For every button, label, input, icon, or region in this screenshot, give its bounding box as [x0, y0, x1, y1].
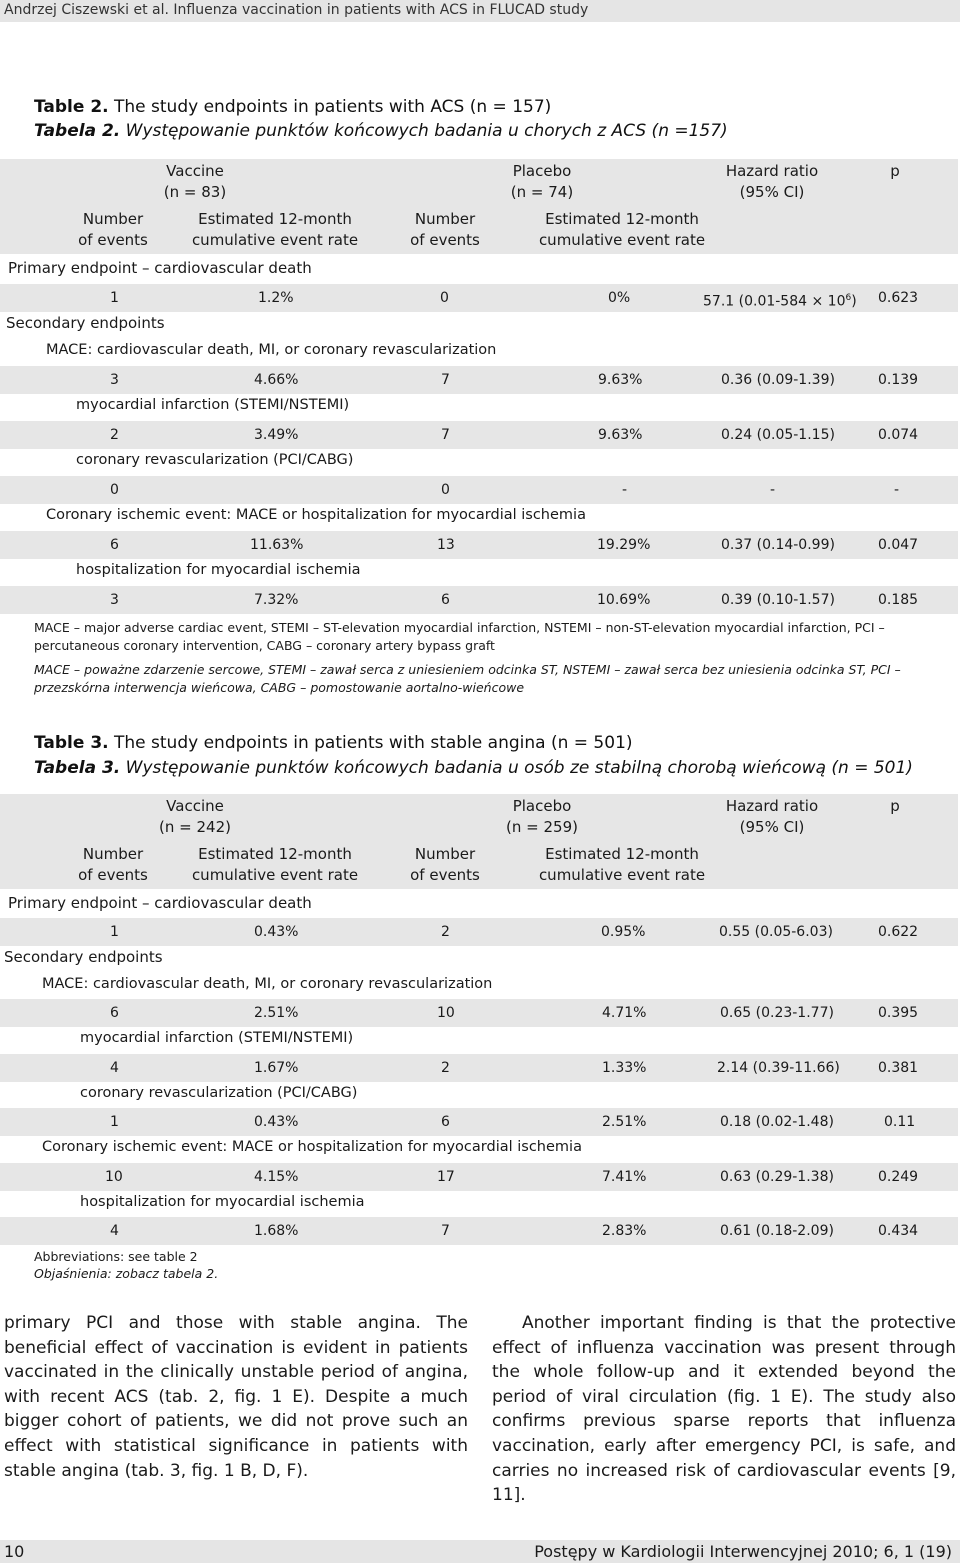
- hazard-ratio-header: Hazard ratio (95% CI): [725, 162, 819, 201]
- table-row: 4 1.67% 2 1.33% 2.14 (0.39-11.66) 0.381: [0, 1054, 958, 1082]
- secondary-endpoints-label: Secondary endpoints: [6, 314, 165, 332]
- placebo-rate-header: Estimated 12-month cumulative event rate: [538, 210, 706, 249]
- running-title: Andrzej Ciszewski et al. Influenza vaccination in patients with ACS in FLUCAD study: [4, 2, 589, 18]
- endpoint-label: coronary revascularization (PCI/CABG): [76, 452, 354, 468]
- primary-endpoint-label: Primary endpoint – cardiovascular death: [8, 259, 312, 277]
- endpoint-label: myocardial infarction (STEMI/NSTEMI): [80, 1030, 354, 1046]
- table3-header: [0, 794, 958, 889]
- secondary-endpoints-label: Secondary endpoints: [4, 948, 163, 966]
- table3-caption-pl: Tabela 3. Występowanie punktów końcowych badania u osób ze stabilną chorobą wieńcową (n = 501): [34, 758, 913, 778]
- table-row: 6 11.63% 13 19.29% 0.37 (0.14-0.99) 0.047: [0, 531, 958, 559]
- table3-abbreviations-pl: Objaśnienia: zobacz tabela 2.: [34, 1266, 219, 1281]
- table-row: 4 1.68% 7 2.83% 0.61 (0.18-2.09) 0.434: [0, 1217, 958, 1245]
- running-header: [0, 0, 960, 22]
- p-header: p: [890, 797, 900, 815]
- endpoint-label: MACE: cardiovascular death, MI, or coronary revascularization: [42, 976, 493, 992]
- vaccine-number-header: Number of events: [78, 845, 148, 884]
- body-column-right: Another important finding is that the protective effect of influenza vaccination was present through the whole follow-up and it extended beyond the period of viral circulation (fig. 1 E). The study also confirms previous sparse reports that influenza vaccination, early after emergency PCI, is safe, and carries no increased risk of cardiovascular events [9, 11].: [492, 1313, 956, 1506]
- table3-caption: Table 3. The study endpoints in patients with stable angina (n = 501): [34, 733, 633, 753]
- page-footer: [0, 1540, 960, 1563]
- table-row: 1 1.2% 0 0% 57.1 $(0.01-584 \times 10^6)$ 0.623: [0, 284, 958, 312]
- vaccine-number-header: Number of events: [78, 210, 148, 249]
- p-header: p: [890, 162, 900, 180]
- vaccine-group-header: Vaccine (n = 83): [163, 162, 227, 201]
- placebo-number-header: Number of events: [410, 845, 480, 884]
- vaccine-rate-header: Estimated 12-month cumulative event rate: [191, 845, 359, 884]
- table3-abbreviations: Abbreviations: see table 2: [34, 1249, 198, 1264]
- table-row: 1 0.43% 2 0.95% 0.55 (0.05-6.03) 0.622: [0, 918, 958, 946]
- table-row: 1 0.43% 6 2.51% 0.18 (0.02-1.48) 0.11: [0, 1108, 958, 1136]
- endpoint-label: coronary revascularization (PCI/CABG): [80, 1085, 358, 1101]
- endpoint-label: hospitalization for myocardial ischemia: [76, 562, 361, 578]
- table-row: 10 4.15% 17 7.41% 0.63 (0.29-1.38) 0.249: [0, 1163, 958, 1191]
- placebo-group-header: Placebo (n = 74): [510, 162, 574, 201]
- page-number: 10: [4, 1542, 25, 1561]
- table2-caption: Table 2. The study endpoints in patients with ACS (n = 157): [34, 97, 552, 117]
- table2-header: [0, 159, 958, 254]
- placebo-group-header: Placebo (n = 259): [506, 797, 578, 836]
- endpoint-label: Coronary ischemic event: MACE or hospitalization for myocardial ischemia: [46, 507, 586, 523]
- primary-endpoint-label: Primary endpoint – cardiovascular death: [8, 894, 312, 912]
- vaccine-rate-header: Estimated 12-month cumulative event rate: [191, 210, 359, 249]
- endpoint-label: myocardial infarction (STEMI/NSTEMI): [76, 397, 350, 413]
- table2-caption-pl: Tabela 2. Występowanie punktów końcowych badania u chorych z ACS (n =157): [34, 121, 728, 141]
- table-row: 0 0 - - -: [0, 476, 958, 504]
- endpoint-label: Coronary ischemic event: MACE or hospitalization for myocardial ischemia: [42, 1139, 582, 1155]
- placebo-rate-header: Estimated 12-month cumulative event rate: [538, 845, 706, 884]
- hazard-ratio-header: Hazard ratio (95% CI): [725, 797, 819, 836]
- endpoint-label: hospitalization for myocardial ischemia: [80, 1194, 365, 1210]
- table-row: 2 3.49% 7 9.63% 0.24 (0.05-1.15) 0.074: [0, 421, 958, 449]
- table2-footnote-pl: MACE – poważne zdarzenie sercowe, STEMI – zawał serca z uniesieniem odcinka ST, NSTEMI – zawał serca bez uniesienia odcinka ST, PCI – przezskórna interwencja wieńcowa, CABG – pomostowanie aortalno-wieńcowe: [34, 662, 901, 695]
- body-column-left: primary PCI and those with stable angina. The beneficial effect of vaccination is evident in patients vaccinated in the clinically unstable period of angina, with recent ACS (tab. 2, fig. 1 E). Despite a much bigger cohort of patients, we did not prove such an effect with statistical significance in patients with stable angina (tab. 3, fig. 1 B, D, F).: [4, 1313, 468, 1481]
- table-row: 3 4.66% 7 9.63% 0.36 (0.09-1.39) 0.139: [0, 366, 958, 394]
- table-row: 3 7.32% 6 10.69% 0.39 (0.10-1.57) 0.185: [0, 586, 958, 614]
- table-row: 6 2.51% 10 4.71% 0.65 (0.23-1.77) 0.395: [0, 999, 958, 1027]
- journal-citation: Postępy w Kardiologii Interwencyjnej 2010; 6, 1 (19): [534, 1542, 952, 1561]
- vaccine-group-header: Vaccine (n = 242): [159, 797, 231, 836]
- placebo-number-header: Number of events: [410, 210, 480, 249]
- endpoint-label: MACE: cardiovascular death, MI, or coronary revascularization: [46, 342, 497, 358]
- table2-footnote: MACE – major adverse cardiac event, STEMI – ST-elevation myocardial infarction, NSTEMI – non-ST-elevation myocardial infarction, PCI – percutaneous coronary intervention, CABG – coronary artery bypass graft: [34, 620, 885, 653]
